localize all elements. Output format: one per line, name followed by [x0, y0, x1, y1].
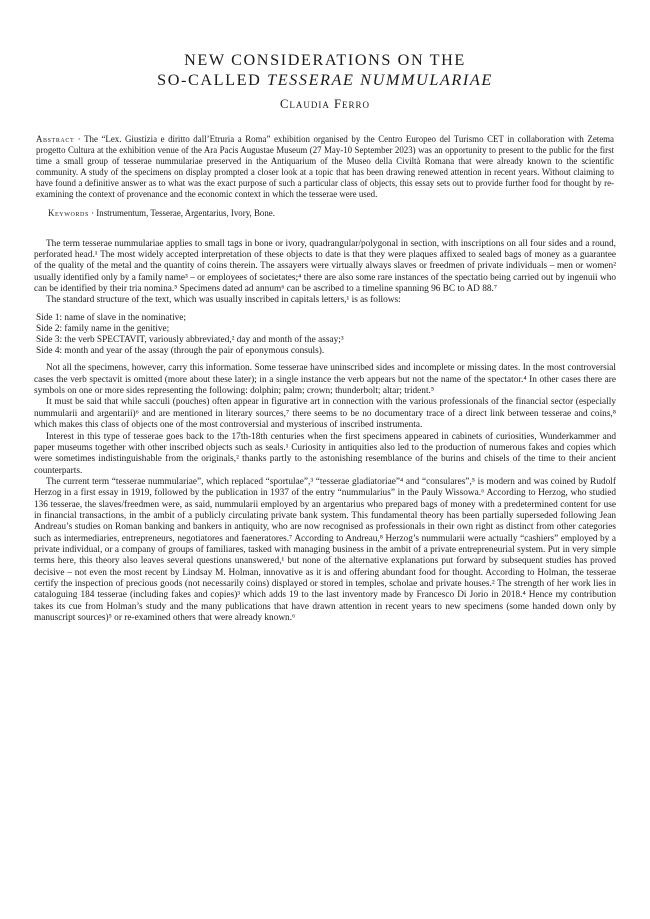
list-item: Side 1: name of slave in the nominative;: [36, 312, 187, 323]
abstract: [36, 134, 614, 201]
title-line-2: [34, 70, 616, 90]
paragraph-6: The current term “tesserae nummulariae”, which replaced “sportulae”,³ “tesserae gladiatoriae”⁴ and “consulares”,⁵ is modern and was coined by Rudolf Herzog in a first essay in 1919, followed by the publication in 1937 of the entry “nummularius” in the Pauly Wissowa.⁶ According to Herzog, who studied 136 tesserae, the slaves/freedmen were, as said, nummularii employed by an argentarius who prepared bags of money with a predetermined content for use in financial transactions, in the ambit of a publicly circulating private bank system. This fundamental theory has been partially superseded following Jean Andreau’s studies on Roman banking and bankers in antiquity, who are now recognised as professionals in their own right as distinct from other categories such as intermediaries, entrepreneurs, negotiatores and faeneratores.⁷ According to Andreau,⁸ Herzog’s nummularii were actually “cashiers” employed by a private individual, or a company of groups of familiares, tasked with managing business in the ambit of a private entrepreneurial system. Put in very simple terms here, this theory also leaves several questions unanswered,¹ but none of the alternative explanations put forward by subsequent studies has proved decisive – not even the most recent by Lindsay M. Holman, innovative as it is and offering abundant food for thought. According to Holman, the tesserae certify the inspection of precious goods (not necessarily coins) displayed or stored in temples, scholae and private houses.² The strength of her work lies in cataloguing 184 tesserae (including fakes and copies)³ which adds 19 to the last inventory made by Francesco Di Jorio in 2018.⁴ Hence my contribution takes its cue from Holman’s study and the many publications that have drawn attention in recent years to new specimens (some handed down only by manuscript sources)⁵ or re-examined others that were already known.⁶: [34, 476, 616, 623]
paragraph-5: Interest in this type of tesserae goes back to the 17th-18th centuries when the first specimens appeared in cabinets of curiosities, Wunderkammer and paper museums together with other inscribed objects such as seals.¹ Curiosity in antiquities also led to the production of numerous fakes and copies which were sometimes indistinguishable from the originals,² thanks partly to the astonishing resemblance of the burins and chisels of the time to their ancient counterparts.: [34, 431, 616, 476]
title-line-1: NEW CONSIDERATIONS ON THE: [184, 51, 466, 69]
author-name: Claudia Ferro: [279, 97, 371, 111]
paragraph-1: The term tesserae nummulariae applies to small tags in bone or ivory, quadrangular/polygonal in section, with inscriptions on all four sides and a round, perforated head.¹ The most widely accepted interpretation of these objects to date is that they were plaques affixed to sealed bags of money as a guarantee of the quality of the metal and the quantity of coins therein. The assayers were virtually always slaves or freedmen of private individuals – men or women² usually identified only by a family name³ – or employees of societates;⁴ there are also some rare instances of the spectatio being carried out by ingenuii who can be identified by their tria nomina.⁵ Specimens dated ad annum⁶ can be ascribed to a timeline spanning 96 BC to AD 88.⁷: [34, 238, 616, 294]
abstract-separator: ·: [74, 134, 85, 144]
paragraph-2: The standard structure of the text, which was usually inscribed in capitals letters,¹ is as follows:: [46, 295, 401, 306]
abstract-text: The “Lex. Giustizia e diritto dall’Etruria a Roma” exhibition organised by the Centro Europeo del Turismo CET in collaboration with Zetema progetto Cultura at the exhibition venue of the Ara Pacis Augustae Museum (27 May-10 September 2023) was an opportunity to present to the public for the first time a small group of tesserae nummulariae preserved in the Antiquarium of the Museo della Civiltà Romana that were already known to the scientific community. A study of the specimens on display prompted a closer look at a topic that has been drawing renewed attention in recent years. Without claiming to have found a definitive answer as to what was the exact purpose of such a particular class of objects, this essay sets out to provide further food for thought by re-examining the context of provenance and the economic context in which the tesserae were used.: [36, 134, 614, 200]
list-item: Side 3: the verb SPECTAVIT, variously abbreviated,² day and month of the assay;³: [36, 335, 344, 346]
list-item: Side 4: month and year of the assay (through the pair of eponymous consuls).: [36, 346, 325, 357]
structure-list: [36, 313, 616, 358]
body-text: [34, 239, 616, 625]
list-item: Side 2: family name in the genitive;: [36, 323, 170, 334]
paragraph-4: It must be said that while sacculi (pouches) often appear in figurative art in connection with the various professionals of the financial sector (especially nummularii and argentarii)⁶ and are mentioned in literary sources,⁷ there seems to be no documentary trace of a direct link between tesserae and coins,⁸ which makes this class of objects one of the most controversial and mysterious of inscribed instrumenta.: [34, 397, 616, 431]
keywords: [48, 208, 616, 219]
paper-page: [34, 0, 616, 624]
title-line-2-prefix: SO-CALLED: [157, 71, 268, 89]
keywords-label: Keywords: [48, 207, 89, 218]
keywords-text: Instrumentum, Tesserae, Argentarius, Ivory, Bone.: [96, 207, 275, 218]
paragraph-3: Not all the specimens, however, carry this information. Some tesserae have uninscribed sides and incomplete or missing dates. In the most controversial cases the verb spectavit is omitted (more about these later); in a single instance the verb appears but not the name of the spectator.⁴ In other cases there are symbols on one or more sides representing the following: dolphin; palm; crown; thunderbolt; altar; trident.⁵: [34, 363, 616, 397]
paper-title: [34, 50, 616, 90]
keywords-separator: ·: [88, 207, 97, 218]
title-line-2-italic: TESSERAE NUMMULARIAE: [267, 71, 493, 89]
abstract-label: Abstract: [36, 134, 75, 144]
